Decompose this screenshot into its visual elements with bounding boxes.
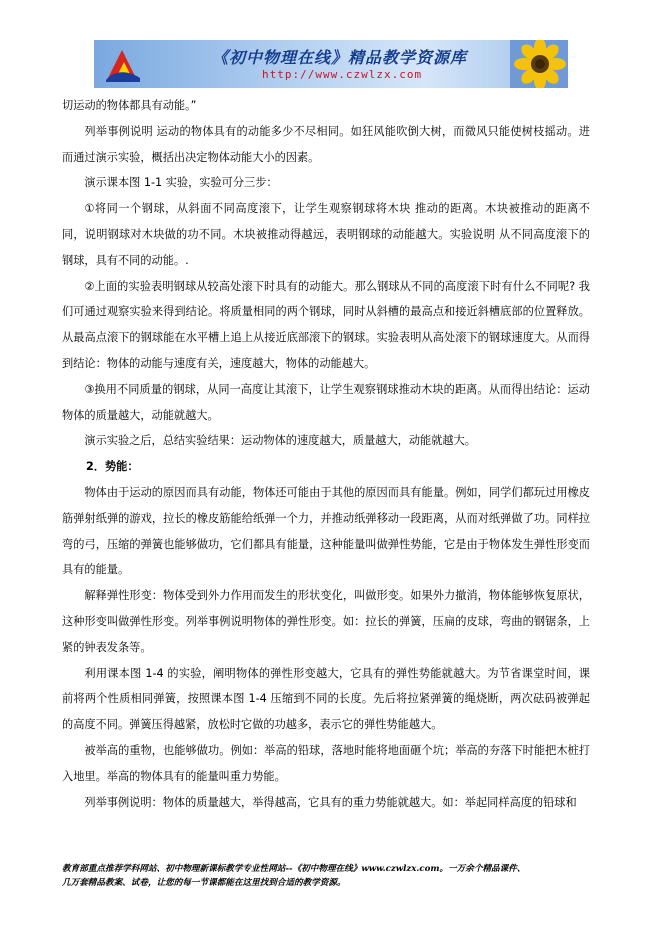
paragraph: ①将同一个钢球，从斜面不同高度滚下，让学生观察钢球将木块 推动的距离。木块被推动的距离不同，说明钢球对木块做的功不同。木块被推动得越远，表明钢球的动能越大。实验说明 从不同高度滚下的钢球，具有不同的动能。. [62, 202, 590, 267]
paragraph: 物体由于运动的原因而具有动能，物体还可能由于其他的原因而具有能量。例如，同学们都玩过用橡皮筋弹射纸弹的游戏，拉长的橡皮筋能给纸弹一个力，并推动纸弹移动一段距离，从而对纸弹做了功。同样拉弯的弓，压缩的弹簧也能够做功，它们都具有能量，这种能量叫做弹性势能，它是由于物体发生弹性形变而具有的能量。 [62, 485, 590, 577]
page-footer [62, 862, 602, 890]
paragraph: 列举事例说明 运动的物体具有的动能多少不尽相同。如狂风能吹倒大树，而微风只能使树枝摇动。进而通过演示实验，概括出决定物体动能大小的因素。 [62, 124, 590, 164]
section-heading: 2．势能： [86, 460, 139, 474]
paragraph: 演示课本图 1-1 实验，实验可分三步： [84, 176, 278, 190]
logo-icon [102, 44, 142, 84]
paragraph: 被举高的重物，也能够做功。例如：举高的铅球，落地时能将地面砸个坑；举高的夯落下时能把木桩打入地里。举高的物体具有的能量叫重力势能。 [62, 743, 590, 783]
paragraph: 解释弹性形变：物体受到外力作用而发生的形状变化，叫做形变。如果外力撤消，物体能够恢复原状，这种形变叫做弹性形变。列举事例说明物体的弹性形变。如：拉长的弹簧，压扁的皮球，弯曲的钢锯条，上紧的钟表发条等。 [62, 589, 590, 654]
sunflower-icon [510, 40, 568, 88]
paragraph: ③换用不同质量的钢球，从同一高度让其滚下，让学生观察钢球推动木块的距离。从而得出结论：运动物体的质量越大，动能就越大。 [62, 382, 590, 422]
footer-line: 教育部重点推荐学科网站、初中物理新课标教学专业性网站--《初中物理在线》www.czwlzx.com。一万余个精品课件、 [62, 864, 526, 874]
document-body [62, 93, 590, 815]
paragraph: ②上面的实验表明钢球从较高处滚下时具有的动能大。那么钢球从不同的高度滚下时有什么不同呢? 我们可通过观察实验来得到结论。将质量相同的两个钢球，同时从斜槽的最高点和接近斜槽底部的位置释放。从最高点滚下的钢球能在水平槽上追上从接近底部滚下的钢球。实验表明从高处滚下的钢球速度大。从而得到结论：物体的动能与速度有关，速度越大，物体的动能越大。 [62, 279, 590, 370]
footer-line: 几万套精品教案、试卷，让您的每一节课都能在这里找到合适的教学资源。 [62, 878, 346, 888]
paragraph: 切运动的物体都具有动能。” [62, 99, 197, 112]
banner-url[interactable]: http://www.czwlzx.com [262, 68, 423, 81]
paragraph: 列举事例说明：物体的质量越大，举得越高，它具有的重力势能就越大。如：举起同样高度的铅球和 [84, 795, 577, 809]
banner-title: 《初中物理在线》精品教学资源库 [212, 48, 468, 67]
paragraph: 演示实验之后，总结实验结果：运动物体的速度越大，质量越大，动能就越大。 [84, 434, 476, 448]
header-banner [94, 40, 568, 88]
paragraph: 利用课本图 1-4 的实验，阐明物体的弹性形变越大，它具有的弹性势能就越大。为节省课堂时间，课前将两个性质相同弹簧，按照课本图 1-4 压缩到不同的长度。先后将拉紧弹簧的绳烧断，两次砝码被弹起的高度不同。弹簧压得越紧，放松时它做的功越多，表示它的弹性势能越大。 [62, 666, 590, 732]
